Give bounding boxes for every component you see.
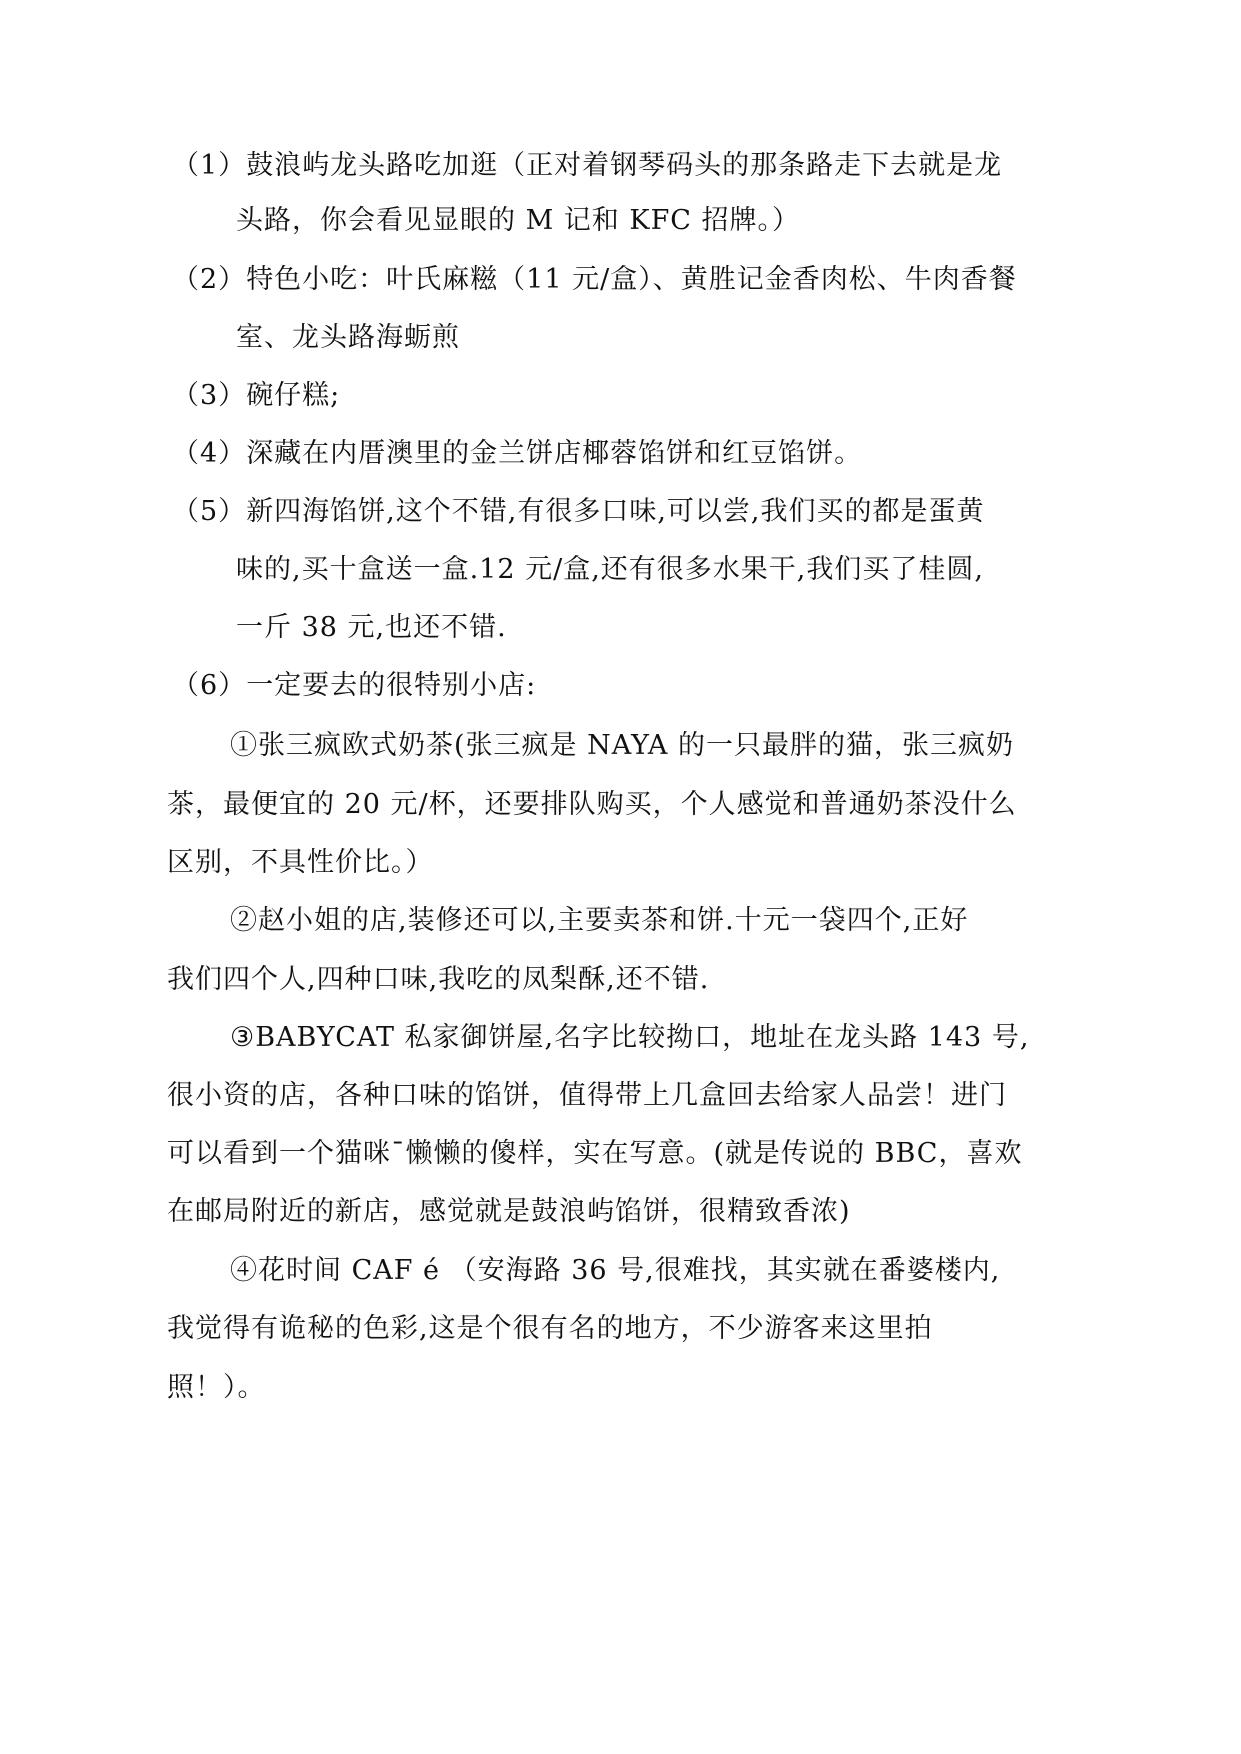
list-item-number: （5） bbox=[172, 496, 247, 527]
list-item-text: 头路，你会看见显眼的 M 记和 KFC 招牌。） bbox=[236, 205, 801, 236]
shop-text: ③BABYCAT 私家御饼屋,名字比较拗口，地址在龙头路 143 号, bbox=[230, 1022, 1030, 1053]
list-item-text: 室、龙头路海蛎煎 bbox=[236, 322, 460, 353]
shop-text: 可以看到一个猫咪¯懒懒的傻样，实在写意。(就是传说的 BBC，喜欢 bbox=[167, 1138, 1023, 1169]
list-item-text: 新四海馅饼,这个不错,有很多口味,可以尝,我们买的都是蛋黄 bbox=[246, 496, 985, 527]
list-item-1-line-1 bbox=[172, 148, 1002, 184]
shop-4-line-1 bbox=[230, 1253, 1000, 1289]
shop-4-line-3 bbox=[167, 1370, 266, 1406]
list-item-5-line-3 bbox=[236, 610, 507, 646]
shop-3-line-2 bbox=[167, 1078, 1007, 1114]
shop-text: ①张三疯欧式奶茶(张三疯是 NAYA 的一只最胖的猫，张三疯奶 bbox=[230, 730, 1014, 761]
list-item-5-line-2 bbox=[236, 552, 984, 588]
shop-4-line-2 bbox=[167, 1311, 933, 1347]
shop-text: 在邮局附近的新店，感觉就是鼓浪屿馅饼，很精致香浓) bbox=[167, 1196, 851, 1227]
list-item-text: 特色小吃：叶氏麻糍（11 元/盒）、黄胜记金香肉松、牛肉香餐 bbox=[246, 264, 1017, 295]
list-item-text: 鼓浪屿龙头路吃加逛（正对着钢琴码头的那条路走下去就是龙 bbox=[246, 150, 1003, 181]
shop-text: 我们四个人,四种口味,我吃的凤梨酥,还不错. bbox=[167, 964, 710, 995]
shop-text: ②赵小姐的店,装修还可以,主要卖茶和饼.十元一袋四个,正好 bbox=[230, 905, 969, 936]
shop-text: ④花时间 CAF é （安海路 36 号,很难找，其实就在番婆楼内, bbox=[230, 1255, 1001, 1286]
list-item-6-line-1 bbox=[172, 668, 536, 704]
list-item-number: （2） bbox=[172, 264, 247, 295]
shop-2-line-2 bbox=[167, 962, 709, 998]
list-item-4-line-1 bbox=[172, 436, 862, 472]
list-item-2-line-1 bbox=[172, 262, 1017, 298]
list-item-1-line-2 bbox=[236, 203, 800, 239]
shop-text: 很小资的店，各种口味的馅饼，值得带上几盒回去给家人品尝！进门 bbox=[167, 1080, 1007, 1111]
shop-1-line-3 bbox=[167, 845, 434, 881]
shop-text: 茶，最便宜的 20 元/杯，还要排队购买，个人感觉和普通奶茶没什么 bbox=[167, 789, 1017, 820]
list-item-5-line-1 bbox=[172, 494, 985, 530]
list-item-text: 深藏在内厝澳里的金兰饼店椰蓉馅饼和红豆馅饼。 bbox=[246, 438, 863, 469]
list-item-text: 一定要去的很特别小店: bbox=[246, 670, 537, 701]
list-item-text: 一斤 38 元,也还不错. bbox=[236, 612, 507, 643]
list-item-number: （3） bbox=[172, 380, 247, 411]
list-item-number: （1） bbox=[172, 150, 247, 181]
shop-3-line-1 bbox=[230, 1020, 1029, 1056]
shop-text: 区别，不具性价比。） bbox=[167, 847, 434, 878]
list-item-text: 碗仔糕; bbox=[246, 380, 341, 411]
shop-text: 照！）。 bbox=[167, 1372, 266, 1403]
list-item-3-line-1 bbox=[172, 378, 340, 414]
shop-1-line-2 bbox=[167, 787, 1017, 823]
shop-2-line-1 bbox=[230, 903, 968, 939]
list-item-number: （6） bbox=[172, 670, 247, 701]
shop-text: 我觉得有诡秘的色彩,这是个很有名的地方，不少游客来这里拍 bbox=[167, 1313, 933, 1344]
shop-3-line-4 bbox=[167, 1194, 851, 1230]
shop-3-line-3 bbox=[167, 1136, 1022, 1172]
list-item-number: （4） bbox=[172, 438, 247, 469]
list-item-text: 味的,买十盒送一盒.12 元/盒,还有很多水果干,我们买了桂圆, bbox=[236, 554, 984, 585]
list-item-2-line-2 bbox=[236, 320, 460, 356]
shop-1-line-1 bbox=[230, 728, 1014, 764]
